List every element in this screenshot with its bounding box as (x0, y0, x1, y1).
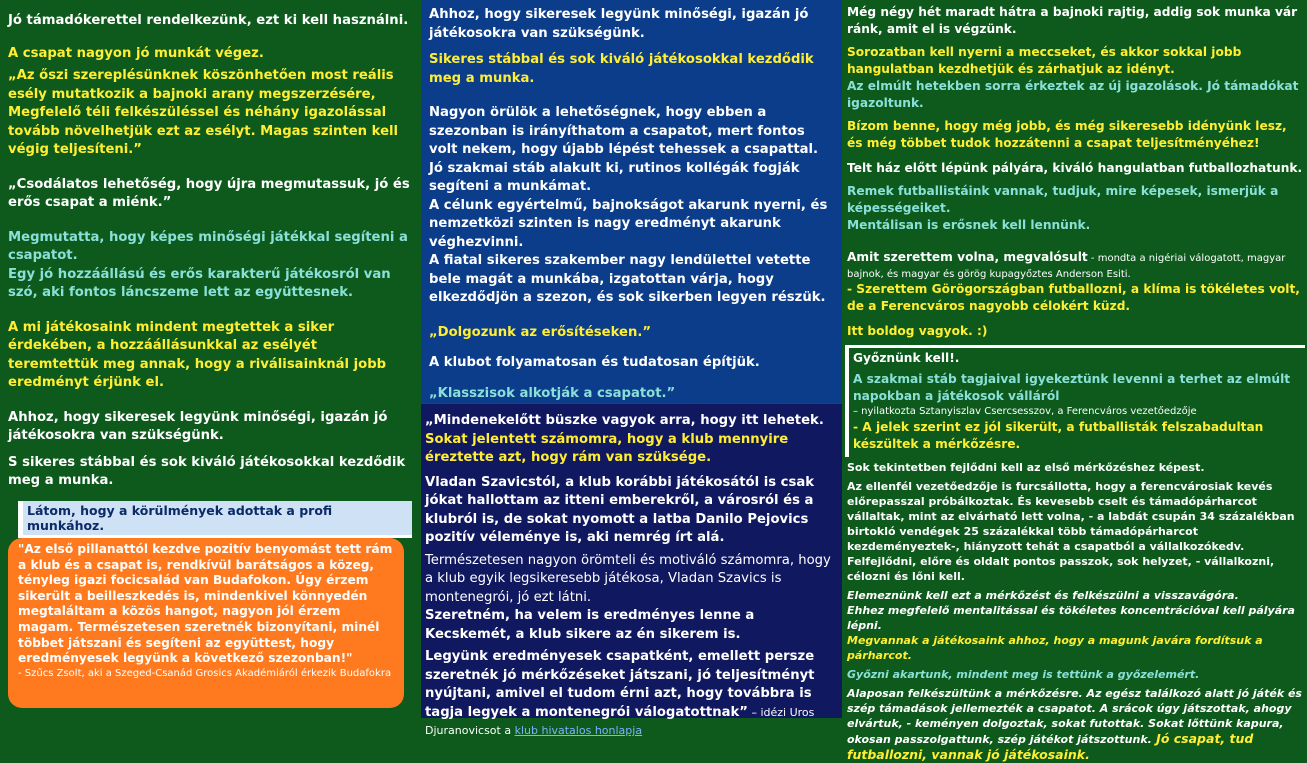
text-block: Mentálisan is erősnek kell lennünk. (847, 218, 1091, 232)
text-block (847, 686, 1303, 763)
text-block (847, 250, 1303, 281)
column-right-bottom (843, 458, 1307, 762)
orange-quote-source: - Szűcs Zsolt, aki a Szeged-Csanád Grosics Akadémiáról érkezik Budafokra (18, 667, 392, 679)
text-block: Az elmúlt hetekben sorra érkeztek az új igazolások. Jó támadókat igazoltunk. (847, 79, 1299, 110)
text-block: A klubot folyamatosan és tudatosan építjük. (429, 355, 760, 370)
attribution: - mondta a nigériai válogatott, magyar bajnok, és magyar és görög kupagyőztes Anderson Esiti. (847, 253, 1286, 280)
club-website-link[interactable]: klub hivatalos honlapja (514, 724, 643, 737)
text-block: Ehhez megfelelő mentalitással és tökéletes koncentrációval kell pályára lépni. (847, 604, 1295, 632)
boxed-note-wrap (8, 501, 412, 538)
quote-block: „Klasszisok alkotják a csapatot.” (429, 385, 676, 401)
text-block: Az ellenfél vezetőedzője is furcsállotta, hogy a ferencvárosiak kevés előrepasszal próbálkoztak. És kevesebb cselt és támadópárharcot vállaltak, mint az elvárható lett volna, - a labdát csupán 34 százalékban birtokló vendégek 25 százalékkal több támadópárharcot kezdeményeztek-, hiányzott tehát a csapatból a vállalkozókedv. (847, 480, 1295, 553)
text-block (425, 648, 838, 741)
text-block: - A jelek szerint ez jól sikerült, a futballisták felszabadultan készültek a mérkőzésre. (853, 419, 1264, 451)
orange-quote-box (8, 538, 404, 708)
text-block: Elemeznünk kell ezt a mérkőzést és felkészülni a visszavágóra. (847, 589, 1239, 602)
quote-main: Legyünk eredményesek csapatként, emellett persze szeretnék jó mérkőzéseket játszani, jó teljesítményt nyújtani, amivel el tudom érni azt, hogy továbbra is tagja legyek a montenegrói válogatottnak” (425, 649, 815, 720)
text-block: Jó támadókerettel rendelkezünk, ezt ki kell használni. (8, 13, 409, 28)
text-block: Győzni akartunk, mindent meg is tettünk a győzelemért. (847, 668, 1200, 681)
text-block: A fiatal sikeres szakember nagy lendülettel vetette bele magát a munkába, izgatottan várja, hogy elkezdődjön a szezon, és sok sikerben legyen részük. (429, 253, 826, 305)
attribution: – nyilatkozta Sztanyiszlav Csercsesszov, a Ferencváros vezetőedzője (853, 406, 1197, 417)
text-block: Jó szakmai stáb alakult ki, rutinos kollégák fogják segíteni a munkámat. (429, 160, 800, 194)
quote-block: „Csodálatos lehetőség, hogy újra megmutassuk, jó és erős csapat a miénk.” (8, 176, 410, 210)
text-block: Még négy hét maradt hátra a bajnoki rajtig, addig sok munka vár ránk, amit el is végzünk. (847, 5, 1298, 36)
column-middle-bottom (421, 404, 842, 737)
text-block: Szeretném, ha velem is eredményes lenne a Kecskemét, a klub sikere az én sikerem is. (425, 608, 755, 642)
summary-text: Alaposan felkészültünk a mérkőzésre. Az egész találkozó alatt jó játék és szép támadások jellemezték a csapatot. A srácok úgy játszottak, ahogy elvártuk, - keményen dolgoztak, sokat futottak. Sokat lőttünk kapura, okosan passzolgattunk, szép játékot játszottunk. (847, 687, 1302, 746)
text-block: Sok tekintetben fejlődni kell az első mérkőzéshez képest. (847, 461, 1205, 474)
text-block: Itt boldog vagyok. :) (847, 324, 988, 338)
text-block: A mi játékosaink mindent megtettek a siker érdekében, a hozzáállásunkkal az esélyét teremtettük meg annak, hogy a riválisainknál jobb eredményt érjünk el. (8, 319, 387, 390)
text-block: A csapat nagyon jó munkát végez. (8, 45, 264, 61)
text-block: Győznünk kell!. (853, 351, 960, 365)
text-block: Remek futballistáink vannak, tudjuk, mire képesek, ismerjük a képességeiket. (847, 184, 1279, 215)
text-block: Megvannak a játékosaink ahhoz, hogy a magunk javára fordítsuk a párharcot. (847, 634, 1263, 662)
quote-attribution: – idézi Uros Djuranovicsot a (425, 705, 815, 737)
text-block: - Szerettem Görögországban futballozni, a klíma is tökéletes volt, de a Ferencváros nagyobb célokért küzd. (847, 282, 1300, 313)
text-block: S sikeres stábbal és sok kiváló játékosokkal kezdődik meg a munka. (8, 454, 406, 488)
text-block: Ahhoz, hogy sikeresek legyünk minőségi, igazán jó játékosokra van szükségünk. (8, 409, 388, 443)
text-block: Felfejlődni, előre és oldalt pontos passzok, sok helyzet, - vállalkozni, célozni és lőni kell. (847, 555, 1275, 583)
quote-block: „Dolgozunk az erősítéseken.” (429, 324, 652, 340)
text-block: Bízom benne, hogy még jobb, és még sikeresebb idényünk lesz, és még többet tudok hozzátenni a csapat teljesítményéhez! (847, 119, 1287, 150)
text-block: Ahhoz, hogy sikeresek legyünk minőségi, igazán jó játékosokra van szükségünk. (429, 7, 809, 41)
text-block: Sokat jelentett számomra, hogy a klub mennyire éreztette azt, hogy rám van szüksége. (425, 431, 789, 465)
column-middle-top (421, 0, 842, 403)
boxed-interview (845, 345, 1305, 457)
text-block: Megmutatta, hogy képes minőségi játékkal segíteni a csapatot. (8, 229, 408, 263)
text-block: Telt ház előtt lépünk pályára, kiváló hangulatban futballozhatunk. (847, 161, 1303, 175)
text-block: Sorozatban kell nyerni a meccseket, és akkor sokkal jobb hangulatban kezdhetjük és zárhatjuk az idényt. (847, 45, 1242, 76)
orange-quote: "Az első pillanattól kezdve pozitív benyomást tett rám a klub és a csapat is, rendkívül barátságos a közeg, tényleg igazi focicsalád van Budafokon. Úgy érzem sikerült a beilleszkedés is, mindenkivel könnyedén megtaláltam a közös hangot, nagyon jól érzem magam. Természetesen szeretnék bizonyítani, minél többet játszani és segíteni az együttest, hogy eredményesek legyünk a következő szezonban!" (18, 542, 393, 666)
text-block: Egy jó hozzáállású és erős karakterű játékosról van szó, aki fontos láncszeme lett az együttesnek. (8, 266, 391, 300)
summary-highlight: Jó csapat, tud futballozni, vannak jó játékosaink. (847, 731, 1254, 762)
text-block: A célunk egyértelmű, bajnokságot akarunk nyerni, és nemzetközi szinten is nagy eredményt akarunk véghezvinni. (429, 197, 828, 250)
headline: Amit szerettem volna, megvalósult (847, 250, 1088, 264)
column-right-top (843, 0, 1307, 340)
text-block: A szakmai stáb tagjaival igyekeztünk levenni a terhet az elmúlt napokban a játékosok válláról (853, 372, 1291, 403)
text-block: „Mindenekelőtt büszke vagyok arra, hogy itt lehetek. (425, 413, 824, 428)
text-block: Vladan Szavicstól, a klub korábbi játékosától is csak jókat hallottam az itteni emberekről, a városról és a klubról is, de sokat nyomott a latba Danilo Pejovics pozitív véleménye is, aki nemrég írt alá. (425, 474, 815, 545)
boxed-note: Látom, hogy a körülmények adottak a profi munkához. (18, 501, 412, 538)
text-block: Sikeres stábbal és sok kiváló játékosokkal kezdődik meg a munka. (429, 52, 814, 86)
quote-block: „Az őszi szereplésünknek köszönhetően most reális esély mutatkozik a bajnoki arany megszerzésére, Megfelelő téli felkészüléssel és néhány igazolással tovább növelhetjük ezt az esélyt. Magas szinten kell végig teljesíteni.” (8, 68, 399, 157)
text-block: Természetesen nagyon örömteli és motiváló számomra, hogy a klub egyik legsikeresebb játékosa, Vladan Szavics is montenegrói, jó ezt látni. (425, 552, 831, 605)
text-block: Nagyon örülök a lehetőségnek, hogy ebben a szezonban is irányíthatom a csapatot, mert fontos volt nekem, hogy újabb lépést tehessek a csapattal. (429, 105, 819, 157)
